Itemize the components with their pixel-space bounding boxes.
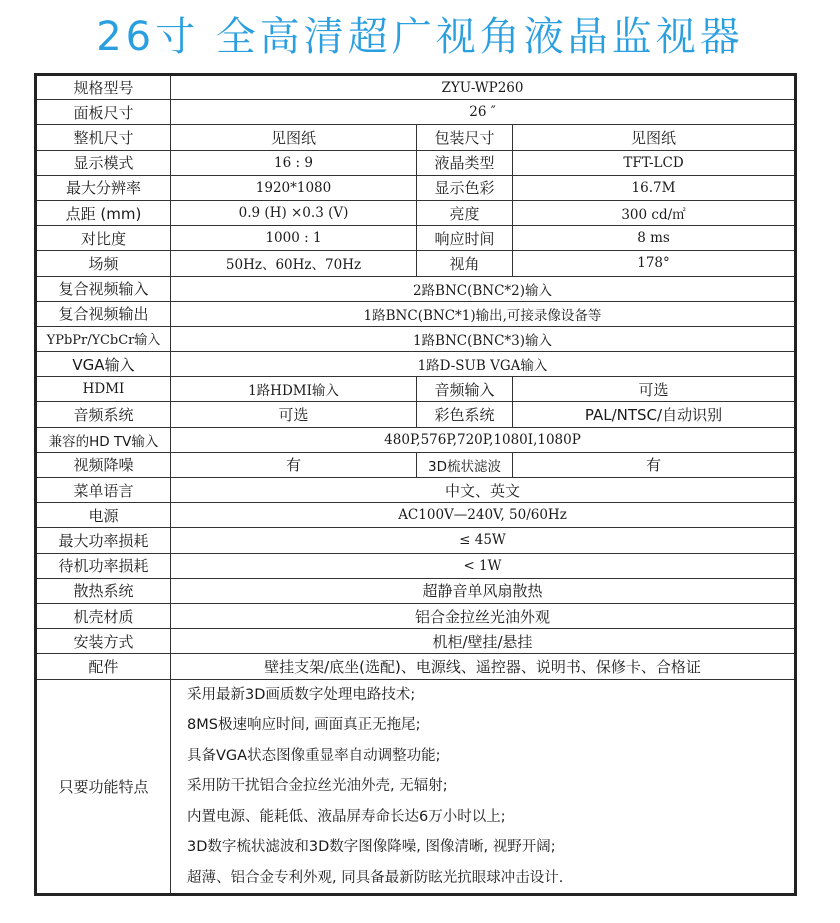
audio-input-label: 音频输入 — [417, 377, 513, 402]
feature-item: 采用最新3D画质数字处理电路技术; — [187, 686, 416, 703]
dot-pitch-value: 0.9 (H) ×0.3 (V) — [171, 200, 417, 225]
table-row — [36, 478, 796, 503]
dot-pitch-label: 点距 (mm) — [36, 200, 171, 225]
table-row — [36, 125, 796, 150]
table-row — [36, 503, 796, 528]
comb-filter-label: 3D梳状滤波 — [417, 452, 513, 477]
vga-input-label: VGA输入 — [36, 352, 171, 377]
features-label: 只要功能特点 — [36, 679, 171, 895]
table-row — [36, 251, 796, 276]
table-row — [36, 528, 796, 553]
standby-power-label: 待机功率损耗 — [36, 553, 171, 578]
response-time-value: 8 ms — [513, 226, 796, 251]
table-row — [36, 578, 796, 603]
feature-item: 具备VGA状态图像重显率自动调整功能; — [187, 747, 441, 764]
model-value: ZYU-WP260 — [171, 75, 796, 100]
hdtv-input-value: 480P,576P,720P,1080I,1080P — [171, 427, 796, 452]
power-supply-label: 电源 — [36, 503, 171, 528]
hdmi-label: HDMI — [36, 377, 171, 402]
table-row — [36, 352, 796, 377]
max-resolution-value: 1920*1080 — [171, 175, 417, 200]
display-mode-label: 显示模式 — [36, 150, 171, 175]
noise-reduction-label: 视频降噪 — [36, 452, 171, 477]
viewing-angle-value: 178° — [513, 251, 796, 276]
unit-size-value: 见图纸 — [171, 125, 417, 150]
display-colors-label: 显示色彩 — [417, 175, 513, 200]
panel-size-label: 面板尺寸 — [36, 100, 171, 125]
ypbpr-input-value: 1路BNC(BNC*3)输入 — [171, 326, 796, 351]
features-list — [171, 680, 794, 894]
cvbs-output-label: 复合视频输出 — [36, 301, 171, 326]
table-row — [36, 402, 796, 427]
feature-item: 采用防干扰铝合金拉丝光油外壳, 无辐射; — [187, 778, 448, 794]
viewing-angle-label: 视角 — [417, 251, 513, 276]
feature-item: 3D数字梳状滤波和3D数字图像降噪, 图像清晰, 视野开阔; — [187, 839, 556, 855]
cvbs-output-value: 1路BNC(BNC*1)输出,可接录像设备等 — [171, 301, 796, 326]
housing-label: 机壳材质 — [36, 603, 171, 628]
feature-item: 超薄、铝合金专利外观, 同具备最新防眩光抗眼球冲击设计. — [187, 869, 564, 886]
mounting-label: 安装方式 — [36, 629, 171, 654]
contrast-label: 对比度 — [36, 226, 171, 251]
mounting-value: 机柜/壁挂/悬挂 — [171, 629, 796, 654]
response-time-label: 响应时间 — [417, 226, 513, 251]
refresh-rate-value: 50Hz、60Hz、70Hz — [171, 251, 417, 276]
lcd-type-value: TFT-LCD — [513, 150, 796, 175]
page-title: 26寸 全高清超广视角液晶监视器 — [96, 14, 744, 60]
hdmi-value: 1路HDMI输入 — [171, 377, 417, 402]
table-row — [36, 276, 796, 301]
model-label: 规格型号 — [36, 75, 171, 100]
cvbs-input-label: 复合视频输入 — [36, 276, 171, 301]
table-row — [36, 175, 796, 200]
vga-input-value: 1路D-SUB VGA输入 — [171, 352, 796, 377]
accessories-value: 壁挂支架/底坐(选配)、电源线、遥控器、说明书、保修卡、合格证 — [171, 654, 796, 679]
housing-value: 铝合金拉丝光油外观 — [171, 603, 796, 628]
cooling-value: 超静音单风扇散热 — [171, 578, 796, 603]
color-system-label: 彩色系统 — [417, 402, 513, 427]
max-power-label: 最大功率损耗 — [36, 528, 171, 553]
cvbs-input-value: 2路BNC(BNC*2)输入 — [171, 276, 796, 301]
accessories-label: 配件 — [36, 654, 171, 679]
table-row — [36, 553, 796, 578]
table-row — [36, 150, 796, 175]
menu-language-value: 中文、英文 — [171, 478, 796, 503]
feature-item: 8MS极速响应时间, 画面真正无拖尾; — [187, 717, 421, 733]
table-row — [36, 603, 796, 628]
feature-item: 内置电源、能耗低、液晶屏寿命长达6万小时以上; — [187, 808, 506, 825]
standby-power-value: < 1W — [171, 553, 796, 578]
table-row — [36, 629, 796, 654]
table-row — [36, 301, 796, 326]
audio-system-value: 可选 — [171, 402, 417, 427]
table-row — [36, 75, 796, 100]
panel-size-value: 26 ″ — [171, 100, 796, 125]
brightness-value: 300 cd/㎡ — [513, 200, 796, 225]
max-power-value: ≤ 45W — [171, 528, 796, 553]
display-colors-value: 16.7M — [513, 175, 796, 200]
features-cell — [171, 679, 796, 895]
audio-system-label: 音频系统 — [36, 402, 171, 427]
package-size-label: 包装尺寸 — [417, 125, 513, 150]
brightness-label: 亮度 — [417, 200, 513, 225]
lcd-type-label: 液晶类型 — [417, 150, 513, 175]
display-mode-value: 16 : 9 — [171, 150, 417, 175]
menu-language-label: 菜单语言 — [36, 478, 171, 503]
spec-table — [34, 73, 797, 896]
color-system-value: PAL/NTSC/自动识别 — [513, 402, 796, 427]
cooling-label: 散热系统 — [36, 578, 171, 603]
table-row — [36, 100, 796, 125]
table-row — [36, 200, 796, 225]
table-row — [36, 452, 796, 477]
ypbpr-input-label: YPbPr/YCbCr输入 — [36, 326, 171, 351]
table-row — [36, 326, 796, 351]
power-supply-value: AC100V—240V, 50/60Hz — [171, 503, 796, 528]
refresh-rate-label: 场频 — [36, 251, 171, 276]
table-row — [36, 679, 796, 895]
table-row — [36, 427, 796, 452]
contrast-value: 1000 : 1 — [171, 226, 417, 251]
table-row — [36, 226, 796, 251]
package-size-value: 见图纸 — [513, 125, 796, 150]
table-row — [36, 654, 796, 679]
unit-size-label: 整机尺寸 — [36, 125, 171, 150]
max-resolution-label: 最大分辨率 — [36, 175, 171, 200]
table-row — [36, 377, 796, 402]
audio-input-value: 可选 — [513, 377, 796, 402]
hdtv-input-label: 兼容的HD TV输入 — [36, 427, 171, 452]
comb-filter-value: 有 — [513, 452, 796, 477]
noise-reduction-value: 有 — [171, 452, 417, 477]
